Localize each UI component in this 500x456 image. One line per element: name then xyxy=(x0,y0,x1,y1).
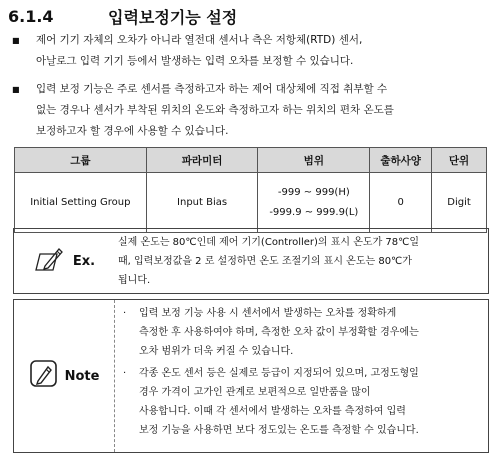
header-default: 출하사양 xyxy=(370,148,432,173)
note-item xyxy=(123,304,480,361)
note-line: 보정 기능을 사용하면 보다 정도있는 온도를 측정할 수 있습니다. xyxy=(139,425,419,436)
section-heading xyxy=(8,5,237,27)
cell-range xyxy=(258,173,370,233)
header-unit: 단위 xyxy=(432,148,487,173)
note-line: 경우 가격이 고가인 관계로 보편적으로 일반품을 많이 xyxy=(139,387,371,398)
pencil-note-icon xyxy=(29,359,59,393)
square-bullet-icon: ■ xyxy=(12,36,20,45)
header-range: 범위 xyxy=(258,148,370,173)
note-label-area xyxy=(14,300,115,452)
example-label: Ex. xyxy=(72,253,96,269)
example-line: 때, 입력보정값을 2 로 설정하면 온도 조절기의 표시 온도는 80℃가 xyxy=(118,256,412,267)
note-line: 오차 범위가 더욱 커질 수 있습니다. xyxy=(139,346,294,357)
parameter-table xyxy=(14,147,487,233)
example-line: 실제 온도는 80℃인데 제어 기기(Controller)의 표시 온도가 78℃일 xyxy=(118,237,420,248)
header-parameter: 파라미터 xyxy=(146,148,258,173)
bullet-item xyxy=(12,30,492,72)
bullet-line: 제어 기기 자체의 오차가 아니라 열전대 센서나 측은 저항체(RTD) 센서, xyxy=(36,34,363,46)
cell-parameter: Input Bias xyxy=(146,173,258,233)
bullet-line: 입력 보정 기능은 주로 센서를 측정하고자 하는 제어 대상체에 직접 취부할 수 xyxy=(36,83,388,95)
pencil-writing-icon xyxy=(33,244,67,278)
note-marker: · xyxy=(123,308,127,319)
cell-default: 0 xyxy=(370,173,432,233)
note-marker: · xyxy=(123,368,127,379)
bullet-item xyxy=(12,79,492,142)
note-line: 입력 보정 기능 사용 시 센서에서 발생하는 오차를 정확하게 xyxy=(139,308,397,319)
note-text xyxy=(115,300,488,452)
table-row xyxy=(15,173,487,233)
section-number: 6.1.4 xyxy=(8,6,54,26)
square-bullet-icon: ■ xyxy=(12,85,20,94)
range-high: -999 ~ 999(H) xyxy=(277,186,350,198)
note-line: 측정한 후 사용하여야 하며, 측정한 오차 값이 부정확할 경우에는 xyxy=(139,327,419,338)
note-box xyxy=(13,299,489,453)
range-low: -999.9 ~ 999.9(L) xyxy=(269,206,359,218)
note-item xyxy=(123,364,480,440)
intro-bullets xyxy=(12,30,492,142)
example-box xyxy=(13,228,489,294)
note-line: 각종 온도 센서 등은 실제로 등급이 지정되어 있으며, 고정도형일 xyxy=(139,368,419,379)
bullet-line: 보정하고자 할 경우에 사용할 수 있습니다. xyxy=(36,125,229,137)
bullet-line: 아날로그 입력 기기 등에서 발생하는 입력 오차를 보정할 수 있습니다. xyxy=(36,55,354,67)
table-header-row xyxy=(15,148,487,173)
note-line: 사용합니다. 이때 각 센서에서 발생하는 오차를 측정하여 입력 xyxy=(139,406,406,417)
cell-group: Initial Setting Group xyxy=(15,173,147,233)
example-text xyxy=(114,229,488,293)
bullet-line: 없는 경우나 센서가 부착된 위치의 온도와 측정하고자 하는 위치의 편차 온도를 xyxy=(36,104,394,116)
header-group: 그룹 xyxy=(15,148,147,173)
note-label: Note xyxy=(64,368,100,384)
example-line: 됩니다. xyxy=(118,275,151,286)
cell-unit: Digit xyxy=(432,173,487,233)
section-title: 입력보정기능 설정 xyxy=(108,7,238,27)
example-label-area xyxy=(14,229,114,293)
